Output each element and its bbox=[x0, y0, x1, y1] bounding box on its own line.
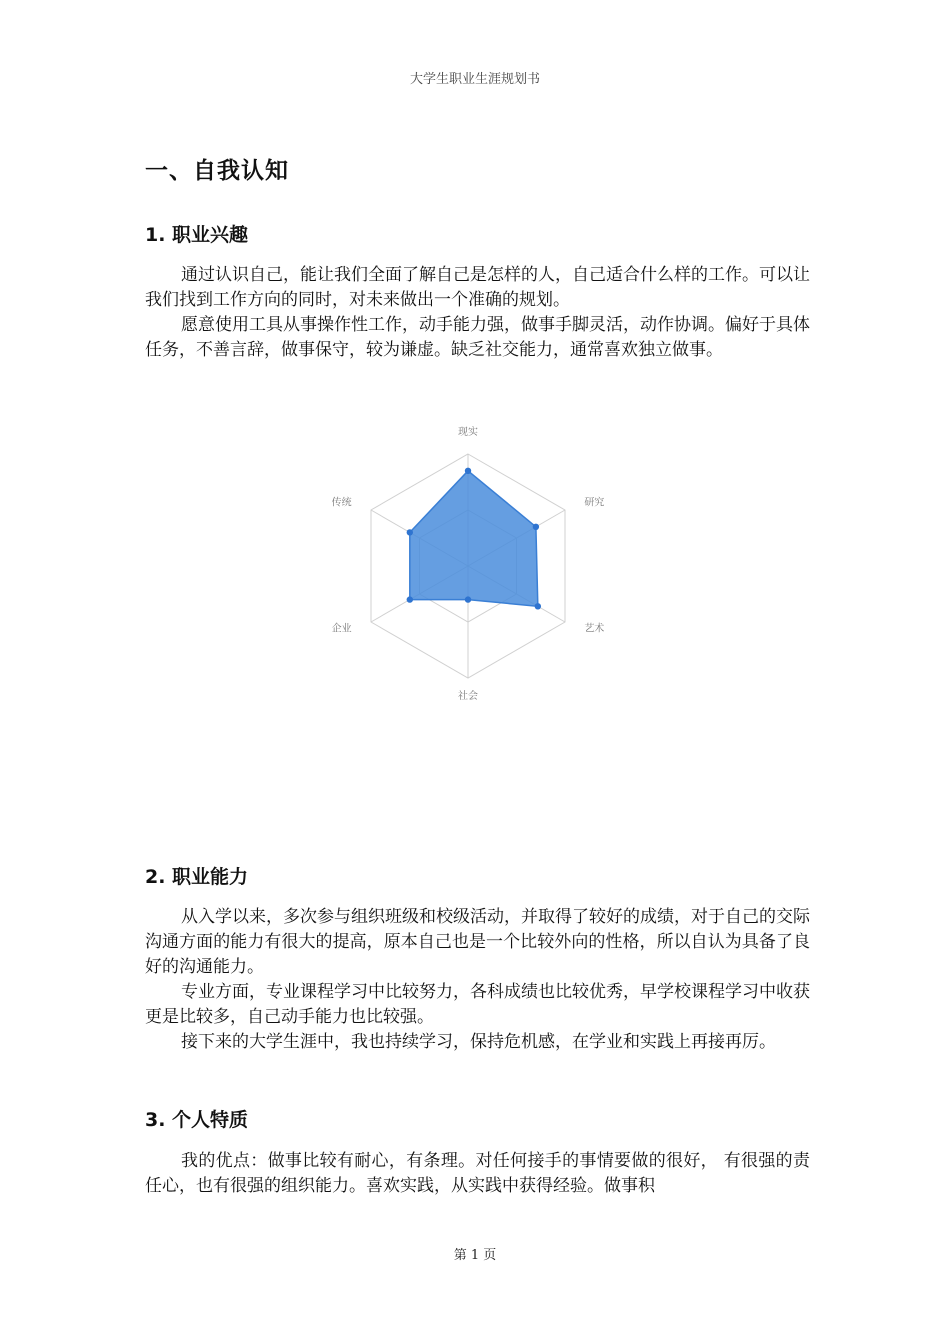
paragraph: 愿意使用工具从事操作性工作，动手能力强，做事手脚灵活，动作协调。偏好于具体任务，不善言辞，做事保守，较为谦虚。缺乏社交能力，通常喜欢独立做事。 bbox=[145, 315, 810, 360]
paragraph: 接下来的大学生涯中，我也持续学习，保持危机感，在学业和实践上再接再厉。 bbox=[181, 1032, 776, 1052]
radar-area bbox=[410, 471, 538, 607]
radar-point bbox=[465, 596, 471, 602]
radar-point bbox=[535, 603, 541, 609]
paragraph: 我的优点：做事比较有耐心，有条理。对任何接手的事情要做的很好， 有很强的责任心，也有很强的组织能力。喜欢实践，从实践中获得经验。做事积 bbox=[145, 1151, 810, 1196]
axis-label: 研究 bbox=[584, 497, 605, 509]
axis-label: 现实 bbox=[458, 427, 478, 439]
radar-point bbox=[465, 468, 471, 474]
page-number: 第 1 页 bbox=[453, 1248, 497, 1263]
axis-label: 传统 bbox=[331, 497, 352, 509]
interest-radar-chart bbox=[300, 410, 640, 720]
paragraph: 从入学以来，多次参与组织班级和校级活动，并取得了较好的成绩，对于自己的交际沟通方面的能力有很大的提高，原本自己也是一个比较外向的性格，所以自认为具备了良好的沟通能力。 bbox=[145, 907, 810, 977]
paragraph: 通过认识自己，能让我们全面了解自己是怎样的人，自己适合什么样的工作。可以让我们找到工作方向的同时，对未来做出一个准确的规划。 bbox=[145, 265, 810, 310]
radar-point bbox=[407, 596, 413, 602]
paragraph: 专业方面，专业课程学习中比较努力，各科成绩也比较优秀，早学校课程学习中收获更是比较多，自己动手能力也比较强。 bbox=[145, 982, 810, 1027]
subsection-title-interest: 1. 职业兴趣 bbox=[145, 224, 249, 246]
subsection-title-ability: 2. 职业能力 bbox=[145, 866, 249, 888]
axis-label: 企业 bbox=[331, 623, 352, 635]
axis-label: 社会 bbox=[458, 691, 478, 703]
radar-point bbox=[407, 529, 413, 535]
page-header: 大学生职业生涯规划书 bbox=[409, 72, 540, 87]
subsection-title-traits: 3. 个人特质 bbox=[145, 1109, 249, 1131]
section-title-self-awareness: 一、自我认知 bbox=[145, 158, 289, 184]
radar-point bbox=[533, 524, 539, 530]
axis-label: 艺术 bbox=[584, 623, 605, 635]
